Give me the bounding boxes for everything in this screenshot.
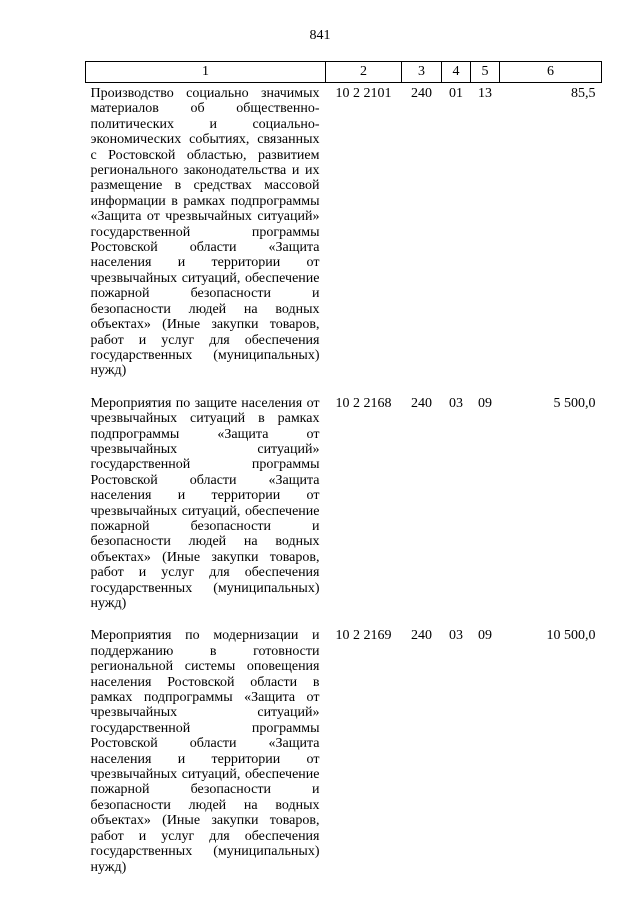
row-code: 10 2 2101 bbox=[335, 86, 392, 101]
column-header: 6 bbox=[500, 62, 602, 83]
column-header: 5 bbox=[471, 62, 500, 83]
row-pr: 09 bbox=[478, 395, 492, 411]
row-code: 10 2 2169 bbox=[335, 628, 392, 644]
column-header: 2 bbox=[326, 62, 402, 83]
column-header: 3 bbox=[402, 62, 442, 83]
row-name: Производство социально значимых материалов об общественно-политических и социально-экономических событиях, связанных с Ростовской областью, развитием регионального законодательства и их размещение в средствах массовой информации в рамках подпрограммы «Защита от чрезвычайных ситуаций» государственной программы Ростовской области «Защита населения и территории от чрезвычайных ситуаций, обеспечение пожарной безопасности и безопасности людей на водных объектах» (Иные закупки товаров, работ и услуг для обеспечения государственных (муниципальных) нужд) bbox=[90, 86, 320, 379]
column-header: 4 bbox=[442, 62, 471, 83]
column-header: 1 bbox=[86, 62, 326, 83]
table-row bbox=[86, 625, 602, 889]
row-vr: 240 bbox=[411, 86, 432, 101]
row-name: Мероприятия по защите населения от чрезвычайных ситуаций в рамках подпрограммы «Защита от чрезвычайных ситуаций» государственной программы Ростовской области «Защита населения и территории от чрезвычайных ситуаций, обеспечение пожарной безопасности и безопасности людей на водных объектах» (Иные закупки товаров, работ и услуг для обеспечения государственных (муниципальных) нужд) bbox=[90, 395, 320, 611]
row-pr: 13 bbox=[478, 86, 492, 101]
row-rz: 03 bbox=[449, 395, 463, 411]
table-row bbox=[86, 83, 602, 393]
row-rz: 03 bbox=[449, 628, 463, 644]
row-vr: 240 bbox=[411, 395, 432, 411]
row-rz: 01 bbox=[449, 86, 463, 101]
row-sum: 85,5 bbox=[571, 86, 596, 101]
budget-table bbox=[85, 61, 602, 889]
page-number: 841 bbox=[309, 28, 331, 43]
table-header-row bbox=[86, 62, 602, 83]
row-code: 10 2 2168 bbox=[335, 395, 392, 411]
row-pr: 09 bbox=[478, 628, 492, 644]
row-sum: 10 500,0 bbox=[546, 628, 596, 644]
row-vr: 240 bbox=[411, 628, 432, 644]
row-name: Мероприятия по модернизации и поддержанию в готовности региональной системы оповещения населения Ростовской области в рамках подпрограммы «Защита от чрезвычайных ситуаций» государственной программы Ростовской области «Защита населения и территории от чрезвычайных ситуаций, обеспечение пожарной безопасности и безопасности людей на водных объектах» (Иные закупки товаров, работ и услуг для обеспечения государственных (муниципальных) нужд) bbox=[90, 628, 320, 875]
row-sum: 5 500,0 bbox=[553, 395, 596, 411]
table-row bbox=[86, 393, 602, 626]
